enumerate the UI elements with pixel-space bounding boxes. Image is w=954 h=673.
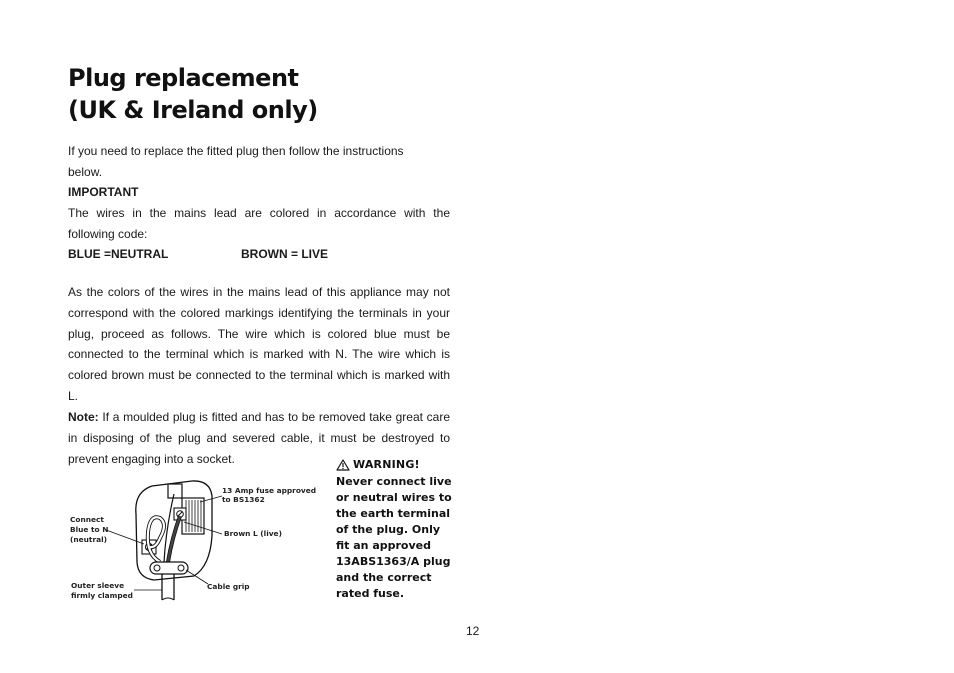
brown-live-label: BROWN = LIVE: [241, 247, 329, 261]
important-text: The wires in the mains lead are colored in accordance with the following code:: [68, 206, 450, 241]
important-label: IMPORTANT: [68, 185, 139, 199]
earth-pin: [168, 484, 182, 498]
sleeve-label-line-1: Outer sleeve: [71, 581, 125, 590]
wiring-instructions: As the colors of the wires in the mains lead of this appliance may not correspond with the colored markings identifying the terminals in your plug, proceed as follows. The wire which is colored blue must be connected to the terminal which is marked with N. The wire which is colored brown must be connected to the terminal which is marked with L.: [68, 285, 450, 403]
page-title: [68, 62, 318, 126]
title-line-1: Plug replacement: [68, 64, 299, 92]
warning-triangle-icon: [336, 459, 350, 471]
warning-title: WARNING!: [353, 458, 420, 471]
blue-label-line-1: Connect: [70, 515, 104, 524]
title-line-2: (UK & Ireland only): [68, 96, 318, 124]
color-code-row: [68, 244, 329, 265]
brown-live-diagram-label: Brown L (live): [224, 529, 282, 538]
sleeve-label-line-2: firmly clamped: [71, 591, 133, 600]
page-number: 12: [466, 624, 480, 638]
cable-grip-label: Cable grip: [207, 582, 250, 591]
plug-wiring-diagram: [64, 478, 334, 608]
note-label: Note:: [68, 410, 99, 424]
warning-box: [336, 457, 456, 602]
intro-text: If you need to replace the fitted plug then follow the instructions below.: [68, 144, 404, 179]
fuse-label-line-2: to BS1362: [222, 495, 265, 504]
blue-label-line-3: (neutral): [70, 535, 107, 544]
warning-text: Never connect live or neutral wires to the earth terminal of the plug. Only fit an approved 13ABS1363/A plug and the correct rated fuse.: [336, 475, 452, 600]
fuse-label-line-1: 13 Amp fuse approved: [222, 486, 317, 495]
blue-label-line-2: Blue to N: [70, 525, 109, 534]
blue-neutral-label: BLUE =NEUTRAL: [68, 247, 169, 261]
note-text: If a moulded plug is fitted and has to be removed take great care in disposing of the plug and severed cable, it must be destroyed to prevent engaging into a socket.: [68, 410, 450, 466]
